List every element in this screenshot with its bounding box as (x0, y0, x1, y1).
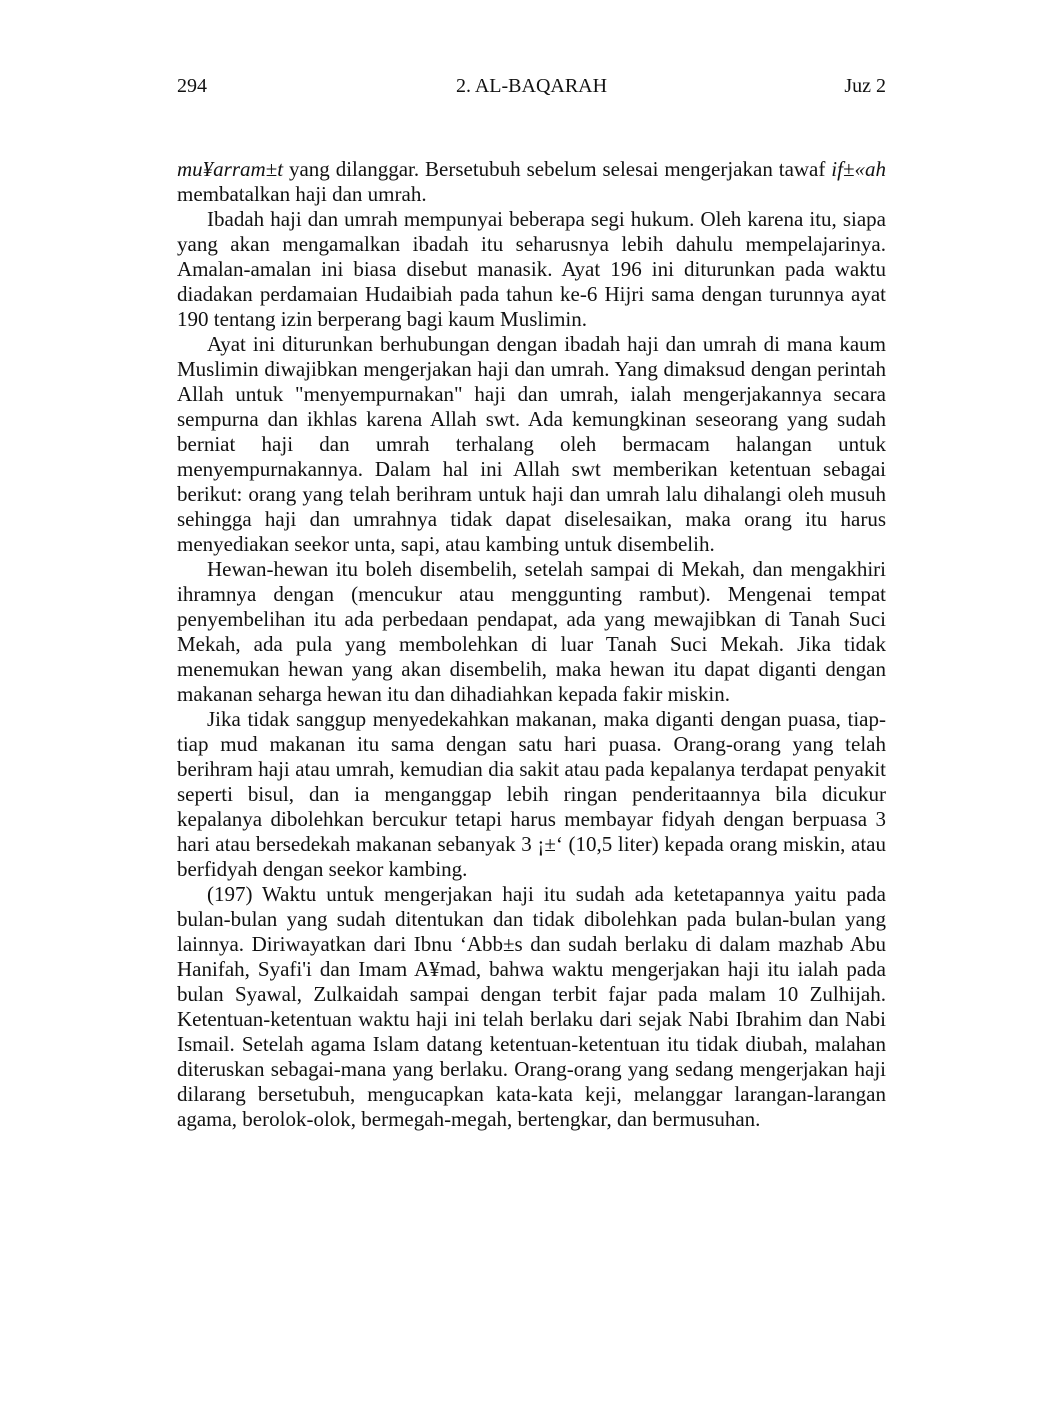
paragraph-text: membatalkan haji dan umrah. (177, 182, 427, 206)
paragraph-1 (177, 157, 886, 207)
page-header (177, 72, 886, 100)
paragraph-5: Jika tidak sanggup menyedekahkan makanan, maka diganti dengan puasa, tiap-tiap mud makanan itu sama dengan satu hari puasa. Orang-orang yang telah berihram haji atau umrah, kemudian dia sakit atau pada kepalanya terdapat penyakit seperti bisul, dan ia menganggap lebih ringan penderitaannya bila dicukur kepalanya dibolehkan bercukur tetapi harus membayar fidyah dengan berpuasa 3 hari atau bersedekah makanan sebanyak 3 ¡±‘ (10,5 liter) kepada orang miskin, atau berfidyah dengan seekor kambing. (177, 707, 886, 881)
paragraph-2: Ibadah haji dan umrah mempunyai beberapa segi hukum. Oleh karena itu, siapa yang akan mengamalkan ibadah itu seharusnya lebih dahulu mempelajarinya. Amalan-amalan ini biasa disebut manasik. Ayat 196 ini diturunkan pada waktu diadakan perdamaian Hudaibiah pada tahun ke-6 Hijri sama dengan turunnya ayat 190 tentang izin berperang bagi kaum Muslimin. (177, 207, 886, 331)
paragraph-4: Hewan-hewan itu boleh disembelih, setelah sampai di Mekah, dan mengakhiri ihramnya dengan (mencukur atau menggunting rambut). Mengenai tempat penyembelihan itu ada perbedaan pendapat, ada yang mewajibkan di Tanah Suci Mekah, ada pula yang membolehkan di luar Tanah Suci Mekah. Jika tidak menemukan hewan yang akan disembelih, maka hewan itu dapat diganti dengan makanan seharga hewan itu dan dihadiahkan kepada fakir miskin. (177, 557, 886, 706)
paragraph-6: (197) Waktu untuk mengerjakan haji itu sudah ada ketetapannya yaitu pada bulan-bulan yang sudah ditentukan dan tidak dibolehkan pada bulan-bulan yang lainnya. Diriwayatkan dari Ibnu ‘Abb±s dan sudah berlaku di dalam mazhab Abu Hanifah, Syafi'i dan Imam A¥mad, bahwa waktu mengerjakan haji itu ialah pada bulan Syawal, Zulkaidah sampai dengan terbit fajar pada malam 10 Zulhijah. Ketentuan-ketentuan waktu haji ini telah berlaku dari sejak Nabi Ibrahim dan Nabi Ismail. Setelah agama Islam datang ketentuan-ketentuan itu tidak diubah, malahan diteruskan sebagai-mana yang berlaku. Orang-orang yang sedang mengerjakan haji dilarang bersetubuh, mengucapkan kata-kata keji, melanggar larangan-larangan agama, berolok-olok, bermegah-megah, bertengkar, dan bermusuhan. (177, 882, 886, 1131)
juz-label: Juz 2 (844, 75, 886, 97)
italic-term: mu¥arram±t (177, 157, 284, 181)
paragraph-3: Ayat ini diturunkan berhubungan dengan ibadah haji dan umrah di mana kaum Muslimin diwajibkan mengerjakan haji dan umrah. Yang dimaksud dengan perintah Allah untuk "menyempurnakan" haji dan umrah, ialah mengerjakannya secara sempurna dan ikhlas karena Allah swt. Ada kemungkinan seseorang yang sudah berniat haji dan umrah terhalang oleh bermacam halangan untuk menyempurnakannya. Dalam hal ini Allah swt memberikan ketentuan sebagai berikut: orang yang telah berihram untuk haji dan umrah lalu dihalangi oleh musuh sehingga haji dan umrahnya tidak dapat diselesaikan, maka orang itu harus menyediakan seekor unta, sapi, atau kambing untuk disembelih. (177, 332, 886, 556)
commentary-body (177, 157, 886, 1132)
page-number: 294 (177, 75, 207, 97)
italic-term: if±«ah (831, 157, 886, 181)
chapter-title: 2. AL-BAQARAH (455, 75, 608, 97)
paragraph-text: yang dilanggar. Bersetubuh sebelum selesai mengerjakan tawaf (283, 157, 832, 181)
